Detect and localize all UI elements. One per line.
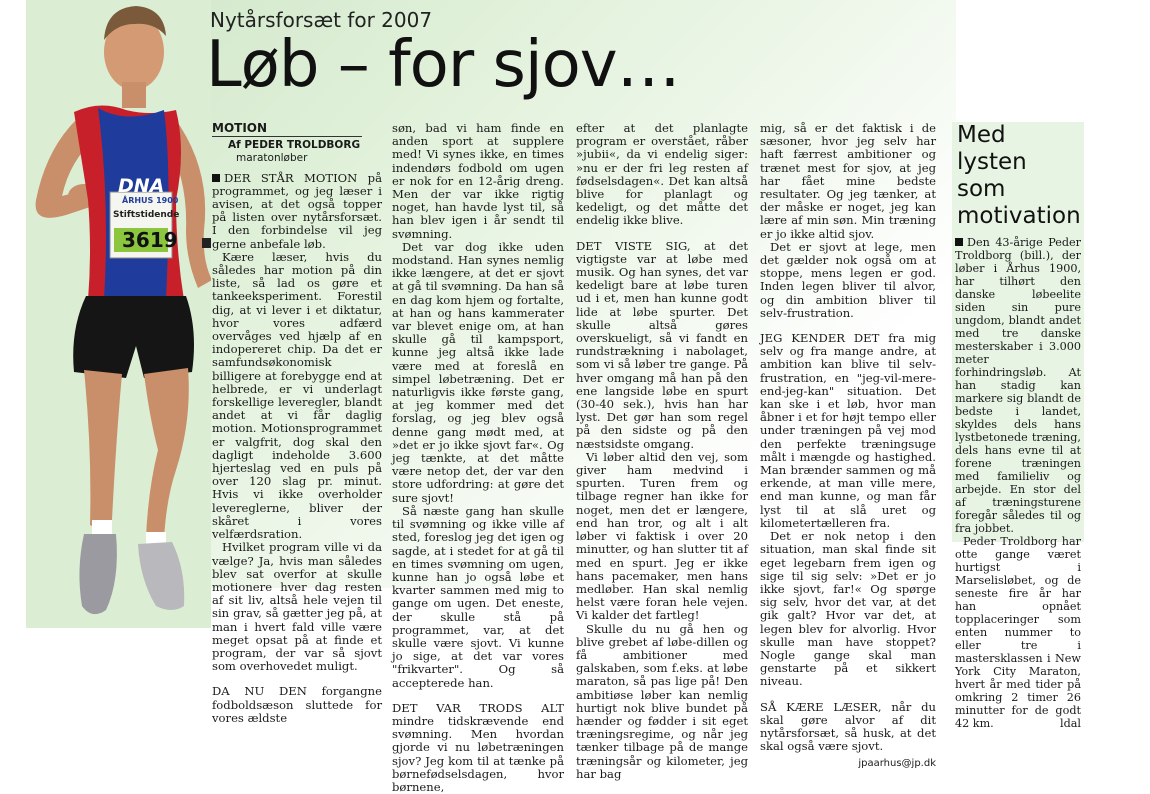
square-bullet-icon (955, 238, 963, 246)
square-bullet-icon (212, 174, 220, 182)
article-column-2 (392, 122, 564, 794)
paragraph: JEG KENDER DET fra mig selv og fra mange andre, at ambition kan blive til selv-frustration, en "jeg-vil-mere-end-jeg-kan" situation. Det kan ske i et løb, hvor man åbner i et for højt tempo eller under træningen på vej mod den perfekte træningsuge målt i mængde og hastighed. Man brænder sammen og må erkende, at man ville mere, end man kunne, og man får lyst til at slå uret og kilometertælleren fra. (760, 331, 936, 530)
bib-paper: Stiftstidende (113, 210, 180, 220)
paragraph: Hvilket program ville vi da vælge? Ja, hvis man således blev sat overfor at skulle motionere hver dag resten af sit liv, altså hele vejen til sin grav, så gætter jeg på, at man i hvert fald ville være meget opsat på at finde et program, der var så sjovt som overhovedet muligt. (212, 540, 382, 674)
bib-number: 3619 (122, 228, 178, 252)
section-label: MOTION (212, 122, 362, 137)
paragraph: Så næste gang han skulle til svømning og ikke ville af sted, foreslog jeg det igen og sagde, at i stedet for at gå til en times svømning om ugen, kunne han jo også løbe et kvarter sammen med mig to gange om ugen. Det eneste, der skulle stå på programmet, var, at det skulle være sjovt. Vi kunne jo sige, at det var vores "frikvarter". Og så accepterede han. (392, 503, 564, 690)
kicker: Nytårsforsæt for 2007 (210, 8, 433, 32)
paragraph: DA NU DEN forgangne fodboldsæson sluttede for vores ældste (212, 684, 382, 725)
article-column-1 (212, 122, 382, 725)
paragraph: mig, så er det faktisk i de sæsoner, hvor jeg selv har haft færrest ambitioner og trænet mest for sjov, at jeg har fået mine bedste resultater. Og jeg tænker, at der måske er noget, jeg kan lære af min søn. Min træning er jo ikke altid sjov. (760, 121, 936, 241)
author-email: jpaarhus@jp.dk (858, 758, 936, 770)
paragraph: Kære læser, hvis du således har motion på din liste, så lad os gøre et tankeeksperiment. Forestil dig, at vi lever i et diktatur, hvor vores adfærd overvåges ved hjælp af en indopereret chip. Da det er samfundsøkonomisk billigere at forebygge end at helbrede, er vi underlagt forskellige leveregler, blandt andet at vi får daglig motion. Motionsprogrammet er valgfrit, dog skal den dagligt indeholde 3.600 hjerteslag ved en puls på over 120 slag pr. minut. Hvis vi ikke overholder levereglerne, bliver der skåret i vores velfærdsration. (212, 249, 382, 542)
byline-role: maratonløber (236, 152, 308, 165)
sidebar-paragraph: Den 43-årige Peder Troldborg (bill.), der løber i Århus 1900, har tilhørt den danske løbeelite siden sin pure ungdom, blandt andet med tre danske mesterskaber i 3.000 meter forhindringsløb. At han stadig kan markere sig blandt de bedste i landet, skyldes dels hans lystbetonede træning, dels hans evne til at forene træningen med familieliv og arbejde. En stor del af træningsturene foregår således til og fra jobbet. (955, 236, 1081, 535)
paragraph: SÅ KÆRE LÆSER, når du skal gøre alvor af dit nytårsforsæt, så husk, at det skal også være sjovt. (760, 699, 936, 754)
paragraph: DET VAR TRODS ALT mindre tidskrævende end svømning. Men hvordan gjorde vi nu løbetræningen sjov? Jeg kom til at tænke på børnefødselsdagen, hvor børnene, (392, 700, 564, 794)
article-column-3 (576, 122, 748, 781)
paragraph: DET VISTE SIG, at det vigtigste var at løbe med musik. Og han synes, det var kedeligt bare at løbe turen ud i et, men han kunne godt lide at løbe spurter. Det skulle altså gøres overskueligt, så vi fandt en rundstrækning i nabolaget, som vi så løber tre gange. På hver omgang må han på den ene langside løbe en spurt (30-40 sek.), hvis han har lyst. Det gør han som regel på den sidste og på den næstsidste omgang. (576, 238, 748, 451)
sidebar-paragraph: Peder Troldborg har otte gange været hurtigst i Marselisløbet, og de seneste fire år har han opnået topplaceringer som enten nummer to eller tre i mastersklassen i New York City Maraton, hvert år med tider på omkring 2 timer 26 minutter for de godt 42 km. ldal (955, 535, 1081, 730)
sidebar-title: Med lysten som motivation (957, 122, 1081, 229)
byline: Af PEDER TROLDBORG (228, 139, 361, 152)
paragraph: DER STÅR MOTION på programmet, og jeg læser i avisen, at det også topper på listen over nytårsforsæt. I den forbindelse vil jeg gerne anbefale løb. (212, 170, 382, 251)
sidebar-body (955, 236, 1081, 730)
paragraph: søn, bad vi ham finde en anden sport at supplere med! Vi synes ikke, en times indendørs fodbold om ugen er nok for en 12-årig dreng. Men der var ikke rigtig noget, han havde lyst til, så han blev igen i år sendt til svømning. (392, 121, 564, 241)
paragraph: Vi løber altid den vej, som giver ham medvind i spurten. Turen frem og tilbage regner han ikke for noget, men det er længere, end han tror, og alt i alt løber vi faktisk i over 20 minutter, og han slutter tit af med en spurt. Jeg er ikke hans pacemaker, men hans medløber. Han skal nemlig helst være foran hele vejen. Vi kalder det fartleg! (576, 449, 748, 623)
article-column-4 (760, 122, 936, 771)
bib-subtitle: ÅRHUS 1900 (122, 196, 179, 205)
headline: Løb – for sjov… (206, 28, 680, 102)
bib-sponsor: DNA (118, 175, 165, 197)
paragraph: Det er sjovt at lege, men det gælder nok også om at stoppe, mens legen er god. Inden legen bliver til alvor, og din ambition bliver til selv-frustration. (760, 239, 936, 320)
sidebar-box (952, 122, 1084, 730)
paragraph: efter at det planlagte program er overstået, råber »jubii«, da vi endelig siger: »nu er der fri leg resten af fødselsdagen«. Det kan altså blive for planlagt og kedeligt, og det måtte det endelig ikke blive. (576, 121, 748, 228)
paragraph: Skulle du nu gå hen og blive grebet af løbe-dillen og få ambitioner med galskaben, som f.eks. at løbe maraton, så pas lige på! Den ambitiøse løber kan nemlig hurtigt nok blive bundet på hænder og fødder i sit eget træningsregime, og når jeg tænker tilbage på de mange træningsår og kilometer, jeg har bag (576, 621, 748, 781)
runner-photo (26, 0, 211, 628)
paragraph: Det var dog ikke uden modstand. Han synes nemlig ikke længere, at det er sjovt at gå til svømning. Da han så en dag kom hjem og fortalte, at han og hans kammerater var blevet enige om, at han skulle gå til kampsport, kunne jeg altså ikke lade være med at foreslå en simpel løbetræning. Det er naturligvis ikke første gang, at jeg kommer med det forslag, og jeg blev også denne gang mødt med, at »det er jo ikke sjovt far«. Og jeg tænkte, at det måtte være netop det, der var den store udfordring: at gøre det sure sjovt! (392, 239, 564, 505)
paragraph: Det er nok netop i den situation, man skal finde sit eget legebarn frem igen og sige til sig selv: »Det er jo ikke sjovt, far!« Og spørge sig selv, hvor det var, at det gik galt? Hvor var det, at legen blev for alvorlig. Hvor skulle man have stoppet? Nogle gange skal man genstarte på et sikkert niveau. (760, 529, 936, 689)
author-initials: ldal (1060, 717, 1081, 730)
